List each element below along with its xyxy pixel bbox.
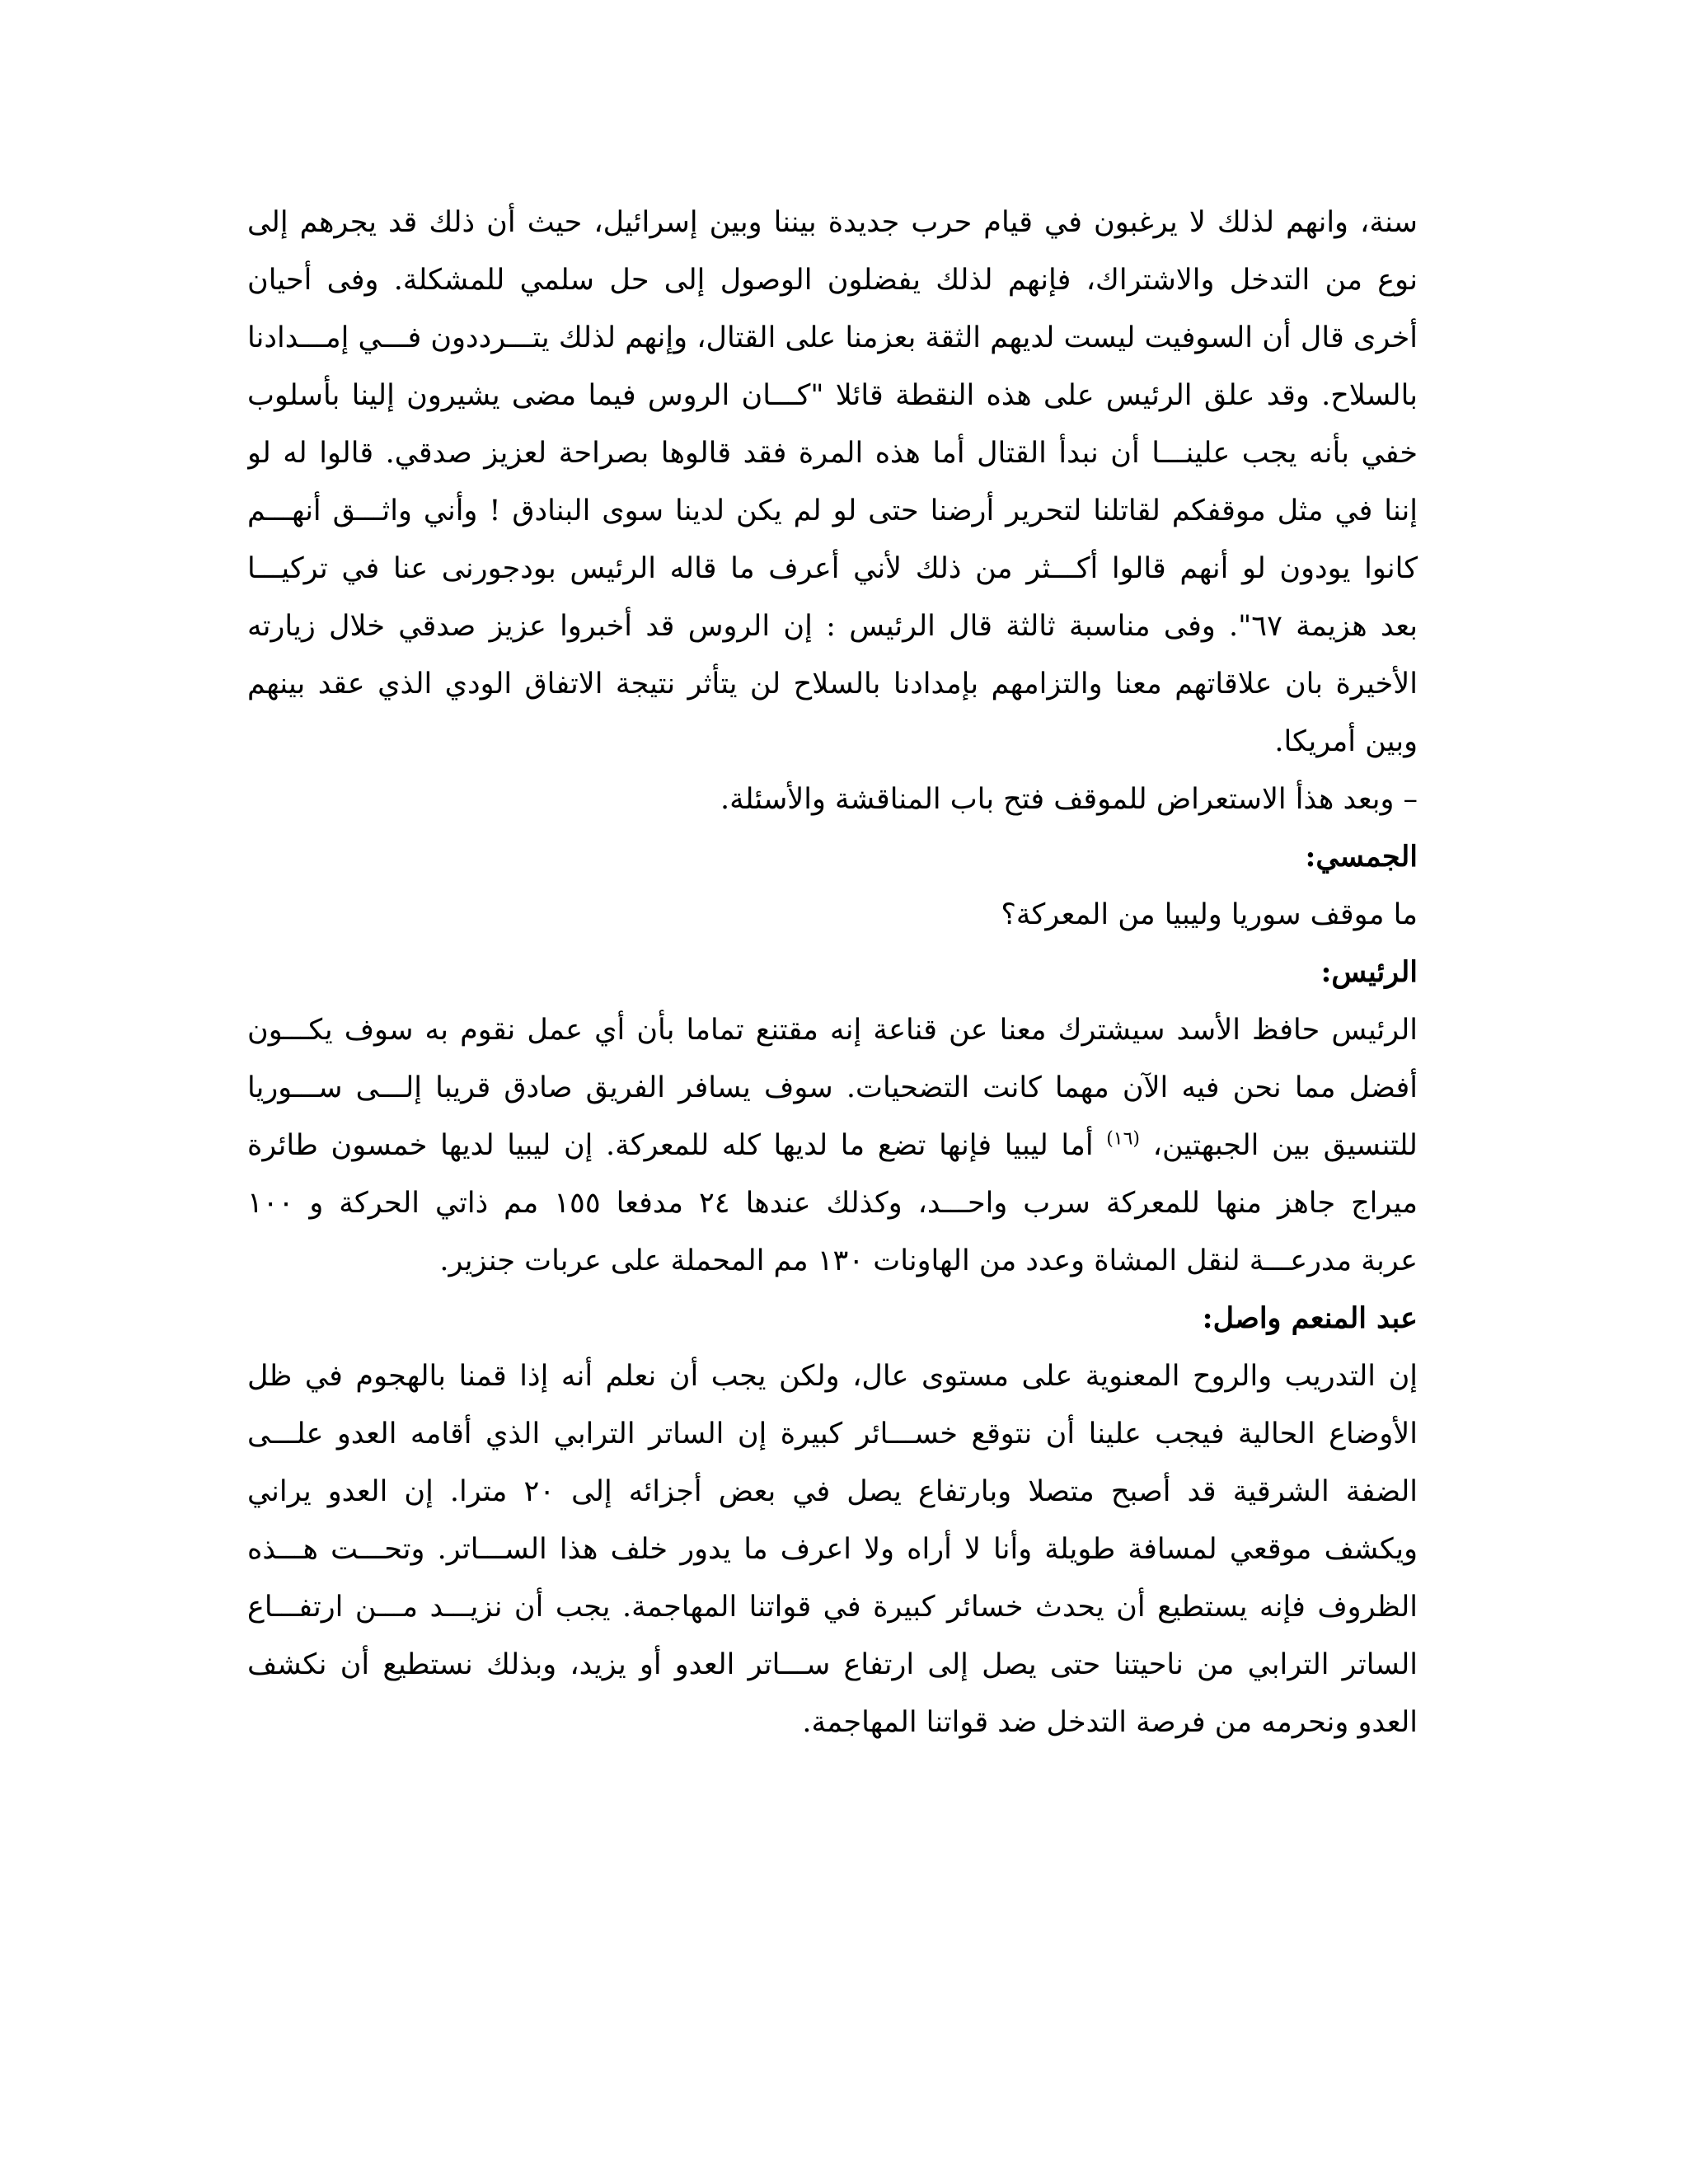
- text-line: إننا في مثل موقفكم لقاتلنا لتحرير أرضنا حتى لو لم يكن لدينا سوى البنادق ! وأني واثـــق أنهـــم: [247, 494, 1418, 527]
- text-line: إن التدريب والروح المعنوية على مستوى عال، ولكن يجب أن نعلم أنه إذا قمنا بالهجوم في ظل: [247, 1360, 1418, 1393]
- body-paragraph: [247, 194, 1418, 771]
- speaker-name: [247, 1290, 1418, 1347]
- document-page: [247, 194, 1418, 1751]
- speaker-name: [247, 944, 1418, 1001]
- text-line: بالسلاح. وقد علق الرئيس على هذه النقطة قائلا "كـــان الروس فيما مضى يشيرون إلينا بأسلوب: [247, 379, 1418, 412]
- text-line: الساتر الترابي من ناحيتنا حتى يصل إلى ارتفاع ســـاتر العدو أو يزيد، وبذلك نستطيع أن نكشف: [247, 1648, 1418, 1681]
- speaker-name: [247, 828, 1418, 886]
- text-line: ما موقف سوريا وليبيا من المعركة؟: [1001, 898, 1418, 931]
- body-paragraph: [247, 1001, 1418, 1290]
- text-line: أفضل مما نحن فيه الآن مهما كانت التضحيات. سوف يسافر الفريق صادق قريبا إلـــى ســـوريا: [247, 1071, 1418, 1104]
- text-line: بعد هزيمة ٦٧". وفى مناسبة ثالثة قال الرئيس : إن الروس قد أخبروا عزيز صدقي خلال زيارته: [247, 610, 1418, 643]
- text-line: ويكشف موقعي لمسافة طويلة وأنا لا أراه ولا اعرف ما يدور خلف هذا الســـاتر. وتحـــت هـــذه: [247, 1533, 1418, 1566]
- text-line: عبد المنعم واصل:: [1202, 1301, 1418, 1335]
- text-line: خفي بأنه يجب علينـــا أن نبدأ القتال أما هذه المرة فقد قالوها بصراحة لعزيز صدقي. قالوا له لو: [247, 437, 1418, 470]
- text-segment: للتنسيق بين الجبهتين،: [1140, 1129, 1418, 1162]
- body-paragraph: [247, 1347, 1418, 1751]
- text-line: عربة مدرعـــة لنقل المشاة وعدد من الهاونات ١٣٠ مم المحملة على عربات جنزير.: [439, 1244, 1418, 1277]
- footnote-marker: (١٦): [1106, 1128, 1141, 1150]
- text-line: الضفة الشرقية قد أصبح متصلا وبارتفاع يصل في بعض أجزائه إلى ٢٠ مترا. إن العدو يراني: [247, 1475, 1418, 1508]
- text-line: – وبعد هذأ الاستعراض للموقف فتح باب المناقشة والأسئلة.: [720, 783, 1418, 816]
- text-line: العدو ونحرمه من فرصة التدخل ضد قواتنا المهاجمة.: [802, 1706, 1418, 1739]
- text-line: كانوا يودون لو أنهم قالوا أكـــثر من ذلك لأني أعرف ما قاله الرئيس بودجورنى عنا في تركيـــا: [247, 552, 1418, 585]
- text-line: الجمسي:: [1305, 840, 1418, 874]
- text-line: الرئيس حافظ الأسد سيشترك معنا عن قناعة إنه مقتنع تماما بأن أي عمل نقوم به سوف يكـــون: [247, 1014, 1418, 1047]
- text-line: أخرى قال أن السوفيت ليست لديهم الثقة بعزمنا على القتال، وإنهم لذلك يتـــرددون فـــي إمـــدادنا: [247, 321, 1418, 354]
- body-paragraph: [247, 771, 1418, 828]
- text-line: وبين أمريكا.: [1274, 725, 1418, 758]
- text-line: نوع من التدخل والاشتراك، فإنهم لذلك يفضلون الوصول إلى حل سلمي للمشكلة. وفى أحيان: [247, 264, 1418, 297]
- text-line: سنة، وانهم لذلك لا يرغبون في قيام حرب جديدة بيننا وبين إسرائيل، حيث أن ذلك قد يجرهم إلى: [247, 206, 1418, 239]
- text-segment: أما ليبيا فإنها تضع ما لديها كله للمعركة. إن ليبيا لديها خمسون طائرة: [247, 1129, 1107, 1162]
- text-line: الظروف فإنه يستطيع أن يحدث خسائر كبيرة في قواتنا المهاجمة. يجب أن نزيـــد مـــن ارتفـــاع: [247, 1591, 1418, 1624]
- body-paragraph: [247, 886, 1418, 944]
- text-line: الأوضاع الحالية فيجب علينا أن نتوقع خســـائر كبيرة إن الساتر الترابي الذي أقامه العدو علـــى: [247, 1418, 1418, 1451]
- text-line: الأخيرة بان علاقاتهم معنا والتزامهم بإمدادنا بالسلاح لن يتأثر نتيجة الاتفاق الودي الذي عقد بينهم: [247, 668, 1418, 701]
- document-content: [247, 194, 1418, 1751]
- text-line: [247, 1117, 1418, 1174]
- text-line: ميراج جاهز منها للمعركة سرب واحـــد، وكذلك عندها ٢٤ مدفعا ١٥٥ مم ذاتي الحركة و ١٠٠: [247, 1187, 1418, 1220]
- text-line: الرئيس:: [1320, 955, 1418, 989]
